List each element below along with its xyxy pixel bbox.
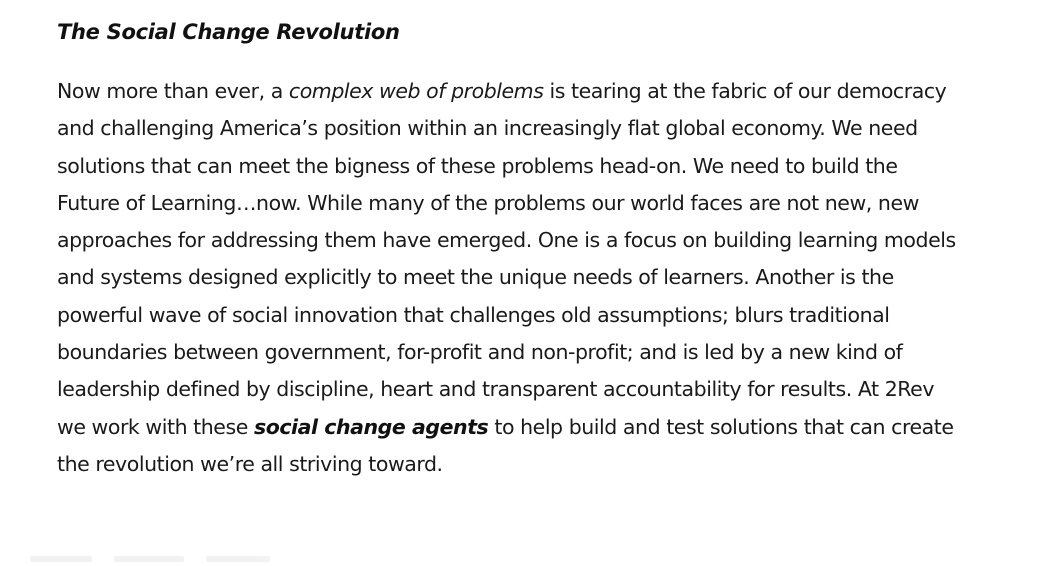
article — [57, 18, 957, 483]
body-text-segment: is tearing at the fabric of our democracy and challenging America’s position within an increasingly flat global economy. We need solutions that can meet the bigness of these problems head-on. We need to build the Future of Learning…now. While many of the problems our world faces are not new, new approaches for addressing them have emerged. One is a focus on building learning models and systems designed explicitly to meet the unique needs of learners. Another is the powerful wave of social innovation that challenges old assumptions; blurs traditional boundaries between government, for-profit and non-profit; and is led by a new kind of leadership defined by discipline, heart and transparent accountability for results. At 2Rev we work with these — [57, 79, 956, 439]
faded-block — [114, 556, 184, 562]
faded-block — [206, 556, 270, 562]
emphasis-social-change-agents: social change agents — [253, 414, 489, 439]
faded-block — [30, 556, 92, 562]
emphasis-complex-web: complex web of problems — [288, 79, 544, 103]
faded-footer-hint — [30, 556, 290, 566]
article-body — [57, 73, 962, 483]
article-title: The Social Change Revolution — [57, 20, 400, 44]
body-text-segment: Now more than ever, a — [57, 79, 289, 103]
body-text-segment: to help build and test solutions that can create the revolution we’re all striving toward. — [57, 414, 954, 476]
